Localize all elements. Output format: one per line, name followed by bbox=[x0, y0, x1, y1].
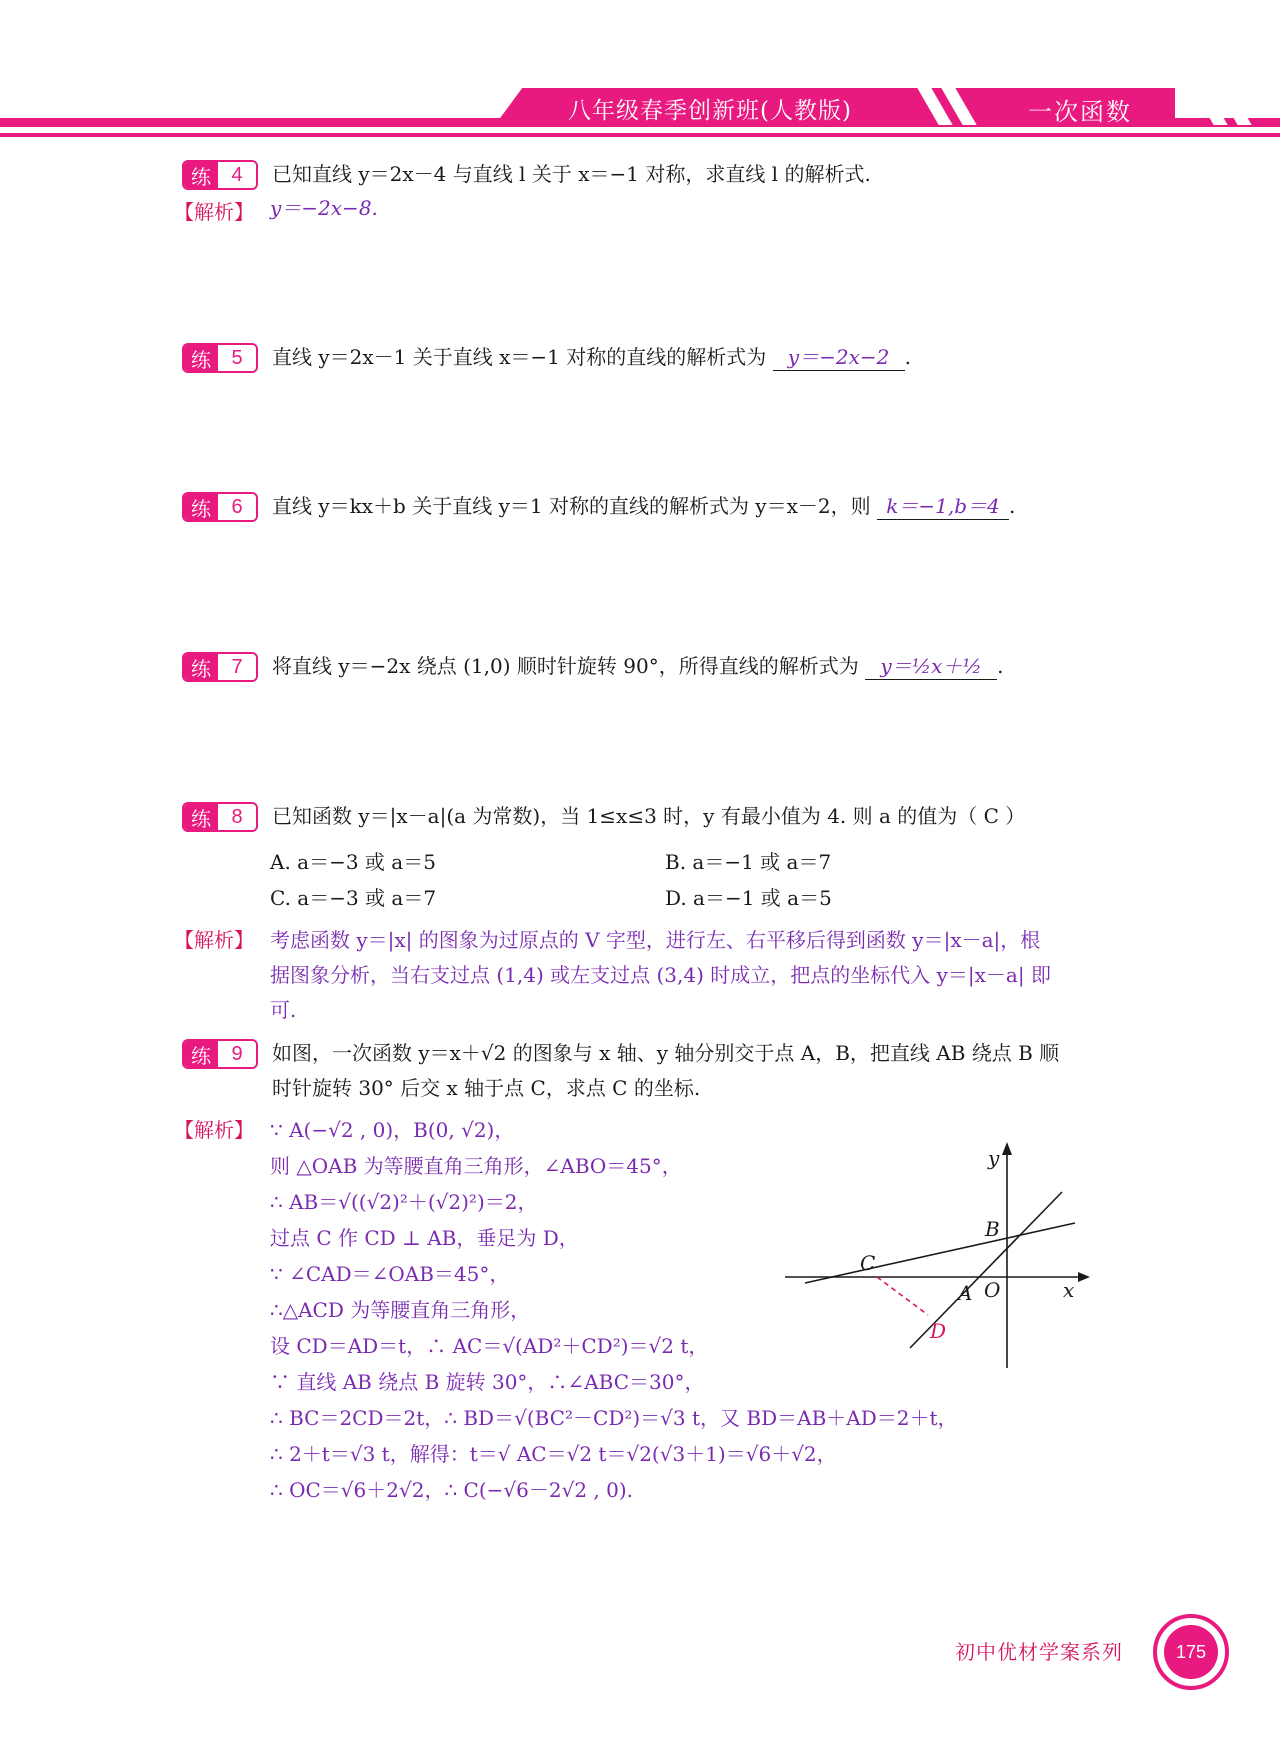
analysis-label: 【解析】 bbox=[174, 200, 254, 224]
exercise-text: 时针旋转 30° 后交 x 轴于点 C，求点 C 的坐标. bbox=[272, 1076, 701, 1100]
badge-number: 4 bbox=[218, 162, 256, 188]
solution-line: ∴ BC＝2CD＝2t，∴ BD＝√(BC²－CD²)＝√3 t，又 BD＝AB＋AD＝2＋t， bbox=[270, 1406, 958, 1430]
badge-prefix: 练 bbox=[184, 494, 218, 520]
solution-line: ∵ A(−√2 , 0)，B(0, √2)， bbox=[270, 1118, 515, 1142]
solution-line: ∵ 直线 AB 绕点 B 旋转 30°，∴∠ABC＝30°， bbox=[270, 1370, 705, 1394]
solution-line: ∴ 2＋t＝√3 t，解得：t＝√ AC＝√2 t＝√2(√3＋1)＝√6＋√2， bbox=[270, 1442, 837, 1466]
option-a: A. a＝−3 或 a＝5 bbox=[270, 850, 436, 874]
label-c: C bbox=[860, 1251, 876, 1275]
answer-blank: k＝−1,b＝4 bbox=[877, 493, 1009, 520]
course-title: 八年级春季创新班(人教版) bbox=[568, 98, 852, 124]
label-x: x bbox=[1063, 1278, 1075, 1302]
exercise-text bbox=[272, 340, 911, 375]
exercise-text bbox=[272, 649, 1003, 684]
question-body: 将直线 y＝−2x 绕点 (1,0) 顺时针旋转 90°，所得直线的解析式为 bbox=[272, 654, 859, 678]
solution-text: y＝−2x−8. bbox=[270, 196, 378, 220]
segment-cd bbox=[877, 1277, 928, 1315]
header-bottom-line bbox=[0, 133, 1280, 137]
exercise-badge bbox=[182, 492, 258, 522]
option-b: B. a＝−1 或 a＝7 bbox=[665, 850, 832, 874]
analysis-label: 【解析】 bbox=[174, 1118, 254, 1142]
solution-line: ∴ AB＝√((√2)²＋(√2)²)＝2， bbox=[270, 1190, 538, 1214]
analysis-label: 【解析】 bbox=[174, 928, 254, 952]
exercise-badge bbox=[182, 160, 258, 190]
exercise-badge bbox=[182, 652, 258, 682]
solution-line: 可. bbox=[270, 998, 297, 1022]
question-tail: . bbox=[904, 345, 911, 369]
badge-number: 7 bbox=[218, 654, 256, 680]
page-number: 175 bbox=[1164, 1625, 1218, 1679]
label-b: B bbox=[985, 1217, 1000, 1241]
badge-number: 6 bbox=[218, 494, 256, 520]
exercise-text: 已知函数 y＝|x－a|(a 为常数)，当 1≤x≤3 时，y 有最小值为 4. 则 a 的值为（ C ） bbox=[272, 804, 1026, 828]
badge-number: 5 bbox=[218, 345, 256, 371]
exercise-badge bbox=[182, 1039, 258, 1069]
badge-prefix: 练 bbox=[184, 654, 218, 680]
geometry-figure bbox=[780, 1140, 1100, 1380]
question-body: 直线 y＝2x－1 关于直线 x＝−1 对称的直线的解析式为 bbox=[272, 345, 767, 369]
question-tail: . bbox=[997, 654, 1004, 678]
solution-line: 过点 C 作 CD ⊥ AB，垂足为 D， bbox=[270, 1226, 579, 1250]
x-axis-arrow bbox=[1078, 1272, 1090, 1282]
badge-prefix: 练 bbox=[184, 804, 218, 830]
solution-line: ∴△ACD 为等腰直角三角形， bbox=[270, 1298, 531, 1322]
option-d: D. a＝−1 或 a＝5 bbox=[665, 886, 832, 910]
exercise-text: 如图，一次函数 y＝x＋√2 的图象与 x 轴、y 轴分别交于点 A，B，把直线 AB 绕点 B 顺 bbox=[272, 1041, 1060, 1065]
option-c: C. a＝−3 或 a＝7 bbox=[270, 886, 437, 910]
solution-line: ∵ ∠CAD＝∠OAB＝45°， bbox=[270, 1262, 510, 1286]
chapter-title: 一次函数 bbox=[1028, 98, 1132, 126]
exercise-text: 已知直线 y＝2x－4 与直线 l 关于 x＝−1 对称，求直线 l 的解析式. bbox=[272, 162, 871, 186]
question-body: 直线 y＝kx＋b 关于直线 y＝1 对称的直线的解析式为 y＝x－2，则 bbox=[272, 494, 871, 518]
label-a: A bbox=[958, 1281, 973, 1305]
solution-line: ∴ OC＝√6＋2√2，∴ C(−√6－2√2 , 0). bbox=[270, 1478, 634, 1502]
label-y: y bbox=[988, 1146, 1000, 1170]
question-tail: . bbox=[1008, 494, 1016, 518]
line-bc bbox=[805, 1223, 1075, 1283]
y-axis-arrow bbox=[1002, 1142, 1012, 1155]
answer-blank: y＝−2x−2 bbox=[773, 344, 905, 371]
solution-line: 设 CD＝AD＝t，∴ AC＝√(AD²＋CD²)＝√2 t， bbox=[270, 1334, 709, 1358]
label-d: D bbox=[930, 1319, 947, 1343]
solution-line: 则 △OAB 为等腰直角三角形，∠ABO＝45°， bbox=[270, 1154, 682, 1178]
exercise-badge bbox=[182, 802, 258, 832]
badge-prefix: 练 bbox=[184, 345, 218, 371]
exercise-text bbox=[272, 489, 1015, 524]
series-title: 初中优材学案系列 bbox=[955, 1640, 1123, 1664]
solution-line: 据图象分析，当右支过点 (1,4) 或左支过点 (3,4) 时成立，把点的坐标代入 y＝|x－a| 即 bbox=[270, 963, 1051, 987]
badge-number: 8 bbox=[218, 804, 256, 830]
badge-prefix: 练 bbox=[184, 1041, 218, 1067]
badge-number: 9 bbox=[218, 1041, 256, 1067]
answer-blank: y＝½x＋½ bbox=[865, 653, 997, 680]
badge-prefix: 练 bbox=[184, 162, 218, 188]
label-o: O bbox=[984, 1278, 1001, 1302]
solution-line: 考虑函数 y＝|x| 的图象为过原点的 V 字型，进行左、右平移后得到函数 y＝|x－a|，根 bbox=[270, 928, 1041, 952]
exercise-badge bbox=[182, 343, 258, 373]
